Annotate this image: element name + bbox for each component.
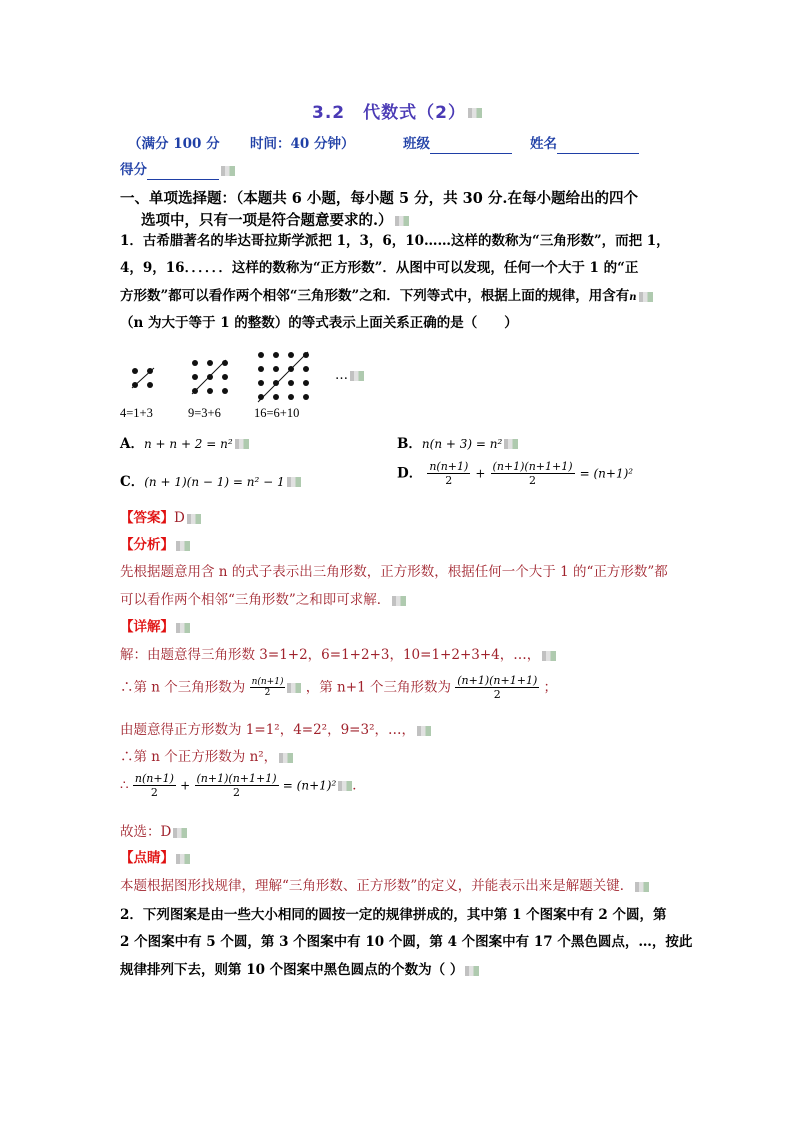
fig-label-9: 9=3+6: [188, 406, 221, 420]
watermark-icon: [639, 292, 653, 302]
option-d[interactable]: D． $\frac{n(n+1)}{2}$ + $\frac{(n+1)(n+1+1)}{2}$ = (n+1)²: [397, 460, 634, 487]
divider-line: [128, 364, 158, 392]
watermark-icon: [465, 966, 479, 976]
watermark-icon: [287, 477, 301, 487]
watermark-icon: [392, 596, 406, 606]
watermark-icon: [176, 854, 190, 864]
option-c[interactable]: C．(n + 1)(n − 1) = n² − 1: [120, 471, 301, 492]
watermark-icon: [221, 166, 235, 176]
section-heading-line2: 选项中，只有一项是符合题意要求的.）: [141, 211, 409, 231]
watermark-icon: [287, 683, 301, 693]
watermark-icon: [338, 781, 352, 791]
watermark-icon: [542, 651, 556, 661]
fraction: $\frac{n(n+1)}{2}$: [251, 677, 284, 698]
watermark-icon: [468, 108, 482, 118]
comment-tag-line: 【点睛】: [120, 848, 190, 868]
q2-line1: 2．下列图案是由一些大小相同的圆按一定的规律拼成的，其中第 1 个图案中有 2 个圆，第: [120, 907, 667, 923]
q1-line3: 方形数”都可以看作两个相邻“三角形数”之和．下列等式中，根据上面的规律，用含有n: [120, 286, 653, 308]
class-label: 班级: [403, 136, 430, 152]
watermark-icon: [350, 371, 364, 381]
watermark-icon: [279, 753, 293, 763]
divider-line: [186, 356, 232, 398]
dot-figures: [120, 350, 380, 410]
fraction: $\frac{(n+1)(n+1+1)}{2}$: [492, 460, 573, 487]
q1-line2: 4，9，16．．．．．．这样的数称为“正方形数”．从图中可以发现，任何一个大于 1 的“正: [120, 260, 639, 276]
time-label: 时间：40 分钟）: [250, 136, 355, 152]
comment-line: 本题根据图形找规律，理解“三角形数、正方形数”的定义，并能表示出来是解题关键．: [120, 876, 649, 896]
detail-tag-line: 【详解】: [120, 617, 190, 637]
analysis-line1: 先根据题意用含 n 的式子表示出三角形数，正方形数，根据任何一个大于 1 的“正方形数”都: [120, 564, 668, 580]
answer-value: D: [174, 510, 185, 526]
class-blank: [430, 139, 512, 154]
q1-line4: （n 为大于等于 1 的整数）的等式表示上面关系正确的是（ ）: [120, 315, 518, 331]
score-blank: [147, 165, 219, 180]
name-label: 姓名: [530, 136, 557, 152]
option-a[interactable]: A．n + n + 2 = n²: [120, 433, 249, 454]
fraction: $\frac{(n+1)(n+1+1)}{2}$: [457, 674, 538, 701]
watermark-icon: [395, 216, 409, 226]
name-blank: [557, 139, 639, 154]
detail-line5: ∴ $\frac{n(n+1)}{2}$ + $\frac{(n+1)(n+1+1)}{2}$ = (n+1)² ．: [120, 772, 366, 799]
watermark-icon: [417, 726, 431, 736]
watermark-icon: [187, 514, 201, 524]
detail-line1: 解：由题意得三角形数 3=1+2，6=1+2+3，10=1+2+3+4，…，: [120, 645, 556, 665]
q2-line2: 2 个图案中有 5 个圆，第 3 个图案中有 10 个圆，第 4 个图案中有 17 个黑色圆点，…，按此: [120, 934, 693, 950]
watermark-icon: [176, 541, 190, 551]
fig-label-16: 16=6+10: [254, 406, 300, 420]
option-b[interactable]: B．n(n + 3) = n²: [397, 433, 518, 454]
fraction: $\frac{(n+1)(n+1+1)}{2}$: [196, 772, 277, 799]
detail-line3: 由题意得正方形数为 1=1²，4=2²，9=3²，…，: [120, 720, 431, 740]
fig-label-4: 4=1+3: [120, 406, 153, 420]
answer-tag: 【答案】: [120, 510, 174, 526]
title-text: 3.2 代数式（2）: [312, 103, 466, 123]
section-heading-line1: 一、单项选择题：（本题共 6 小题，每小题 5 分，共 30 分.在每小题给出的四个: [120, 190, 638, 207]
watermark-icon: [504, 439, 518, 449]
detail-line2: ∴第 n 个三角形数为 $\frac{n(n+1)}{2}$ ，第 n+1 个三角形数为 $\frac{(n+1)(n+1+1)}{2}$ ；: [120, 674, 558, 701]
class-field: [403, 134, 512, 154]
q1-line1: 1．古希腊著名的毕达哥拉斯学派把 1，3，6，10……这样的数称为“三角形数”，而把 1，: [120, 233, 670, 249]
fraction: $\frac{n(n+1)}{2}$: [429, 460, 469, 487]
fraction: $\frac{n(n+1)}{2}$: [134, 772, 174, 799]
q2-line3: 规律排列下去，则第 10 个图案中黑色圆点的个数为（ ）: [120, 960, 479, 980]
watermark-icon: [176, 623, 190, 633]
conclusion-line: 故选：D: [120, 822, 187, 842]
name-field: [530, 134, 639, 154]
detail-line4: ∴第 n 个正方形数为 n²，: [120, 747, 293, 767]
answer-line: [120, 508, 201, 528]
full-score-label: （满分 100 分: [128, 136, 220, 152]
watermark-icon: [635, 882, 649, 892]
score-label: 得分: [120, 162, 147, 178]
divider-line: [252, 350, 314, 406]
figure-ellipsis: …: [335, 368, 364, 383]
watermark-icon: [173, 828, 187, 838]
score-field: [120, 160, 235, 180]
analysis-line2: 可以看作两个相邻“三角形数”之和即可求解．: [120, 590, 406, 610]
analysis-tag-line: 【分析】: [120, 535, 190, 555]
page-title: [0, 98, 794, 123]
watermark-icon: [235, 439, 249, 449]
